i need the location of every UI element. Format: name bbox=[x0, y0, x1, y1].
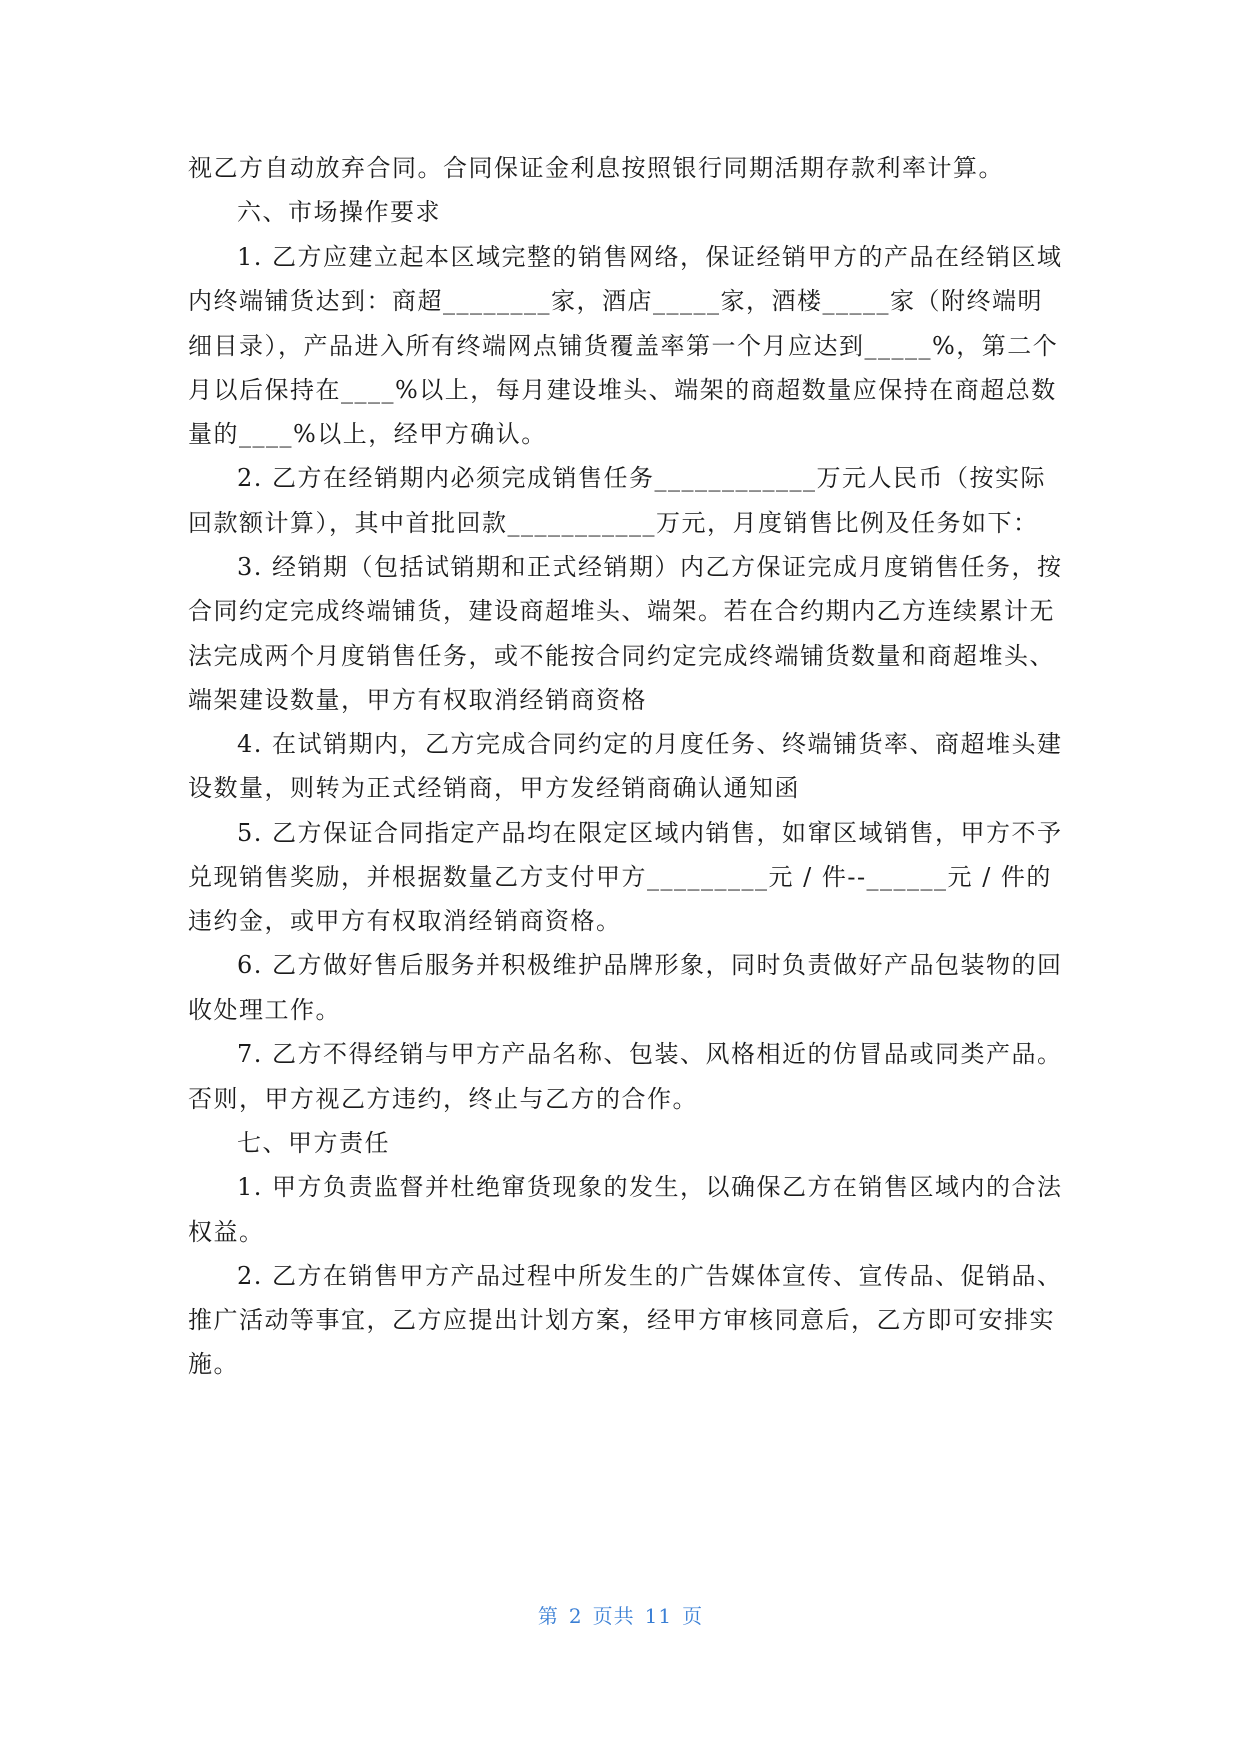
text-line: 权益。 bbox=[188, 1218, 265, 1246]
text-line: 量的____%以上，经甲方确认。 bbox=[188, 420, 547, 448]
text-line: 4. 在试销期内，乙方完成合同约定的月度任务、终端铺货率、商超堆头建 bbox=[237, 730, 1063, 758]
text-line: 推广活动等事宜，乙方应提出计划方案，经甲方审核同意后，乙方即可安排实 bbox=[188, 1306, 1055, 1334]
text-line: 法完成两个月度销售任务，或不能按合同约定完成终端铺货数量和商超堆头、 bbox=[188, 642, 1055, 670]
section-heading: 七、甲方责任 bbox=[237, 1129, 390, 1157]
text-line: 兑现销售奖励，并根据数量乙方支付甲方_________元 / 件--______元 / 件的 bbox=[188, 863, 1052, 891]
footer-middle: 页共 bbox=[592, 1604, 635, 1628]
text-line: 月以后保持在____%以上，每月建设堆头、端架的商超数量应保持在商超总数 bbox=[188, 376, 1057, 404]
footer-current-page: 2 bbox=[568, 1604, 583, 1628]
text-line: 内终端铺货达到：商超________家，酒店_____家，酒楼_____家（附终端明 bbox=[188, 287, 1043, 315]
text-line: 回款额计算），其中首批回款___________万元，月度销售比例及任务如下： bbox=[188, 509, 1039, 537]
text-line: 收处理工作。 bbox=[188, 996, 341, 1024]
text-line: 合同约定完成终端铺货，建设商超堆头、端架。若在合约期内乙方连续累计无 bbox=[188, 597, 1055, 625]
text-line: 2. 乙方在销售甲方产品过程中所发生的广告媒体宣传、宣传品、促销品、 bbox=[237, 1262, 1063, 1290]
text-line: 2. 乙方在经销期内必须完成销售任务____________万元人民币（按实际 bbox=[237, 464, 1047, 492]
text-line: 3. 经销期（包括试销期和正式经销期）内乙方保证完成月度销售任务，按 bbox=[237, 553, 1063, 581]
text-line: 5. 乙方保证合同指定产品均在限定区域内销售，如窜区域销售，甲方不予 bbox=[237, 819, 1063, 847]
text-line: 细目录），产品进入所有终端网点铺货覆盖率第一个月应达到_____%，第二个 bbox=[188, 332, 1059, 360]
text-line: 违约金，或甲方有权取消经销商资格。 bbox=[188, 907, 622, 935]
text-line: 设数量，则转为正式经销商，甲方发经销商确认通知函 bbox=[188, 774, 800, 802]
text-line: 否则，甲方视乙方违约，终止与乙方的合作。 bbox=[188, 1085, 698, 1113]
text-line: 1. 乙方应建立起本区域完整的销售网络，保证经销甲方的产品在经销区域 bbox=[237, 243, 1063, 271]
text-line: 施。 bbox=[188, 1350, 239, 1378]
text-line: 6. 乙方做好售后服务并积极维护品牌形象，同时负责做好产品包装物的回 bbox=[237, 951, 1063, 979]
text-line: 1. 甲方负责监督并杜绝窜货现象的发生，以确保乙方在销售区域内的合法 bbox=[237, 1173, 1063, 1201]
text-line: 视乙方自动放弃合同。合同保证金利息按照银行同期活期存款利率计算。 bbox=[188, 154, 1004, 182]
footer-suffix: 页 bbox=[682, 1604, 704, 1628]
text-line: 7. 乙方不得经销与甲方产品名称、包装、风格相近的仿冒品或同类产品。 bbox=[237, 1040, 1063, 1068]
section-heading: 六、市场操作要求 bbox=[237, 198, 441, 226]
footer-prefix: 第 bbox=[537, 1604, 559, 1628]
text-line: 端架建设数量，甲方有权取消经销商资格 bbox=[188, 686, 647, 714]
page-footer bbox=[0, 1600, 1241, 1629]
footer-total-pages: 11 bbox=[644, 1604, 673, 1628]
